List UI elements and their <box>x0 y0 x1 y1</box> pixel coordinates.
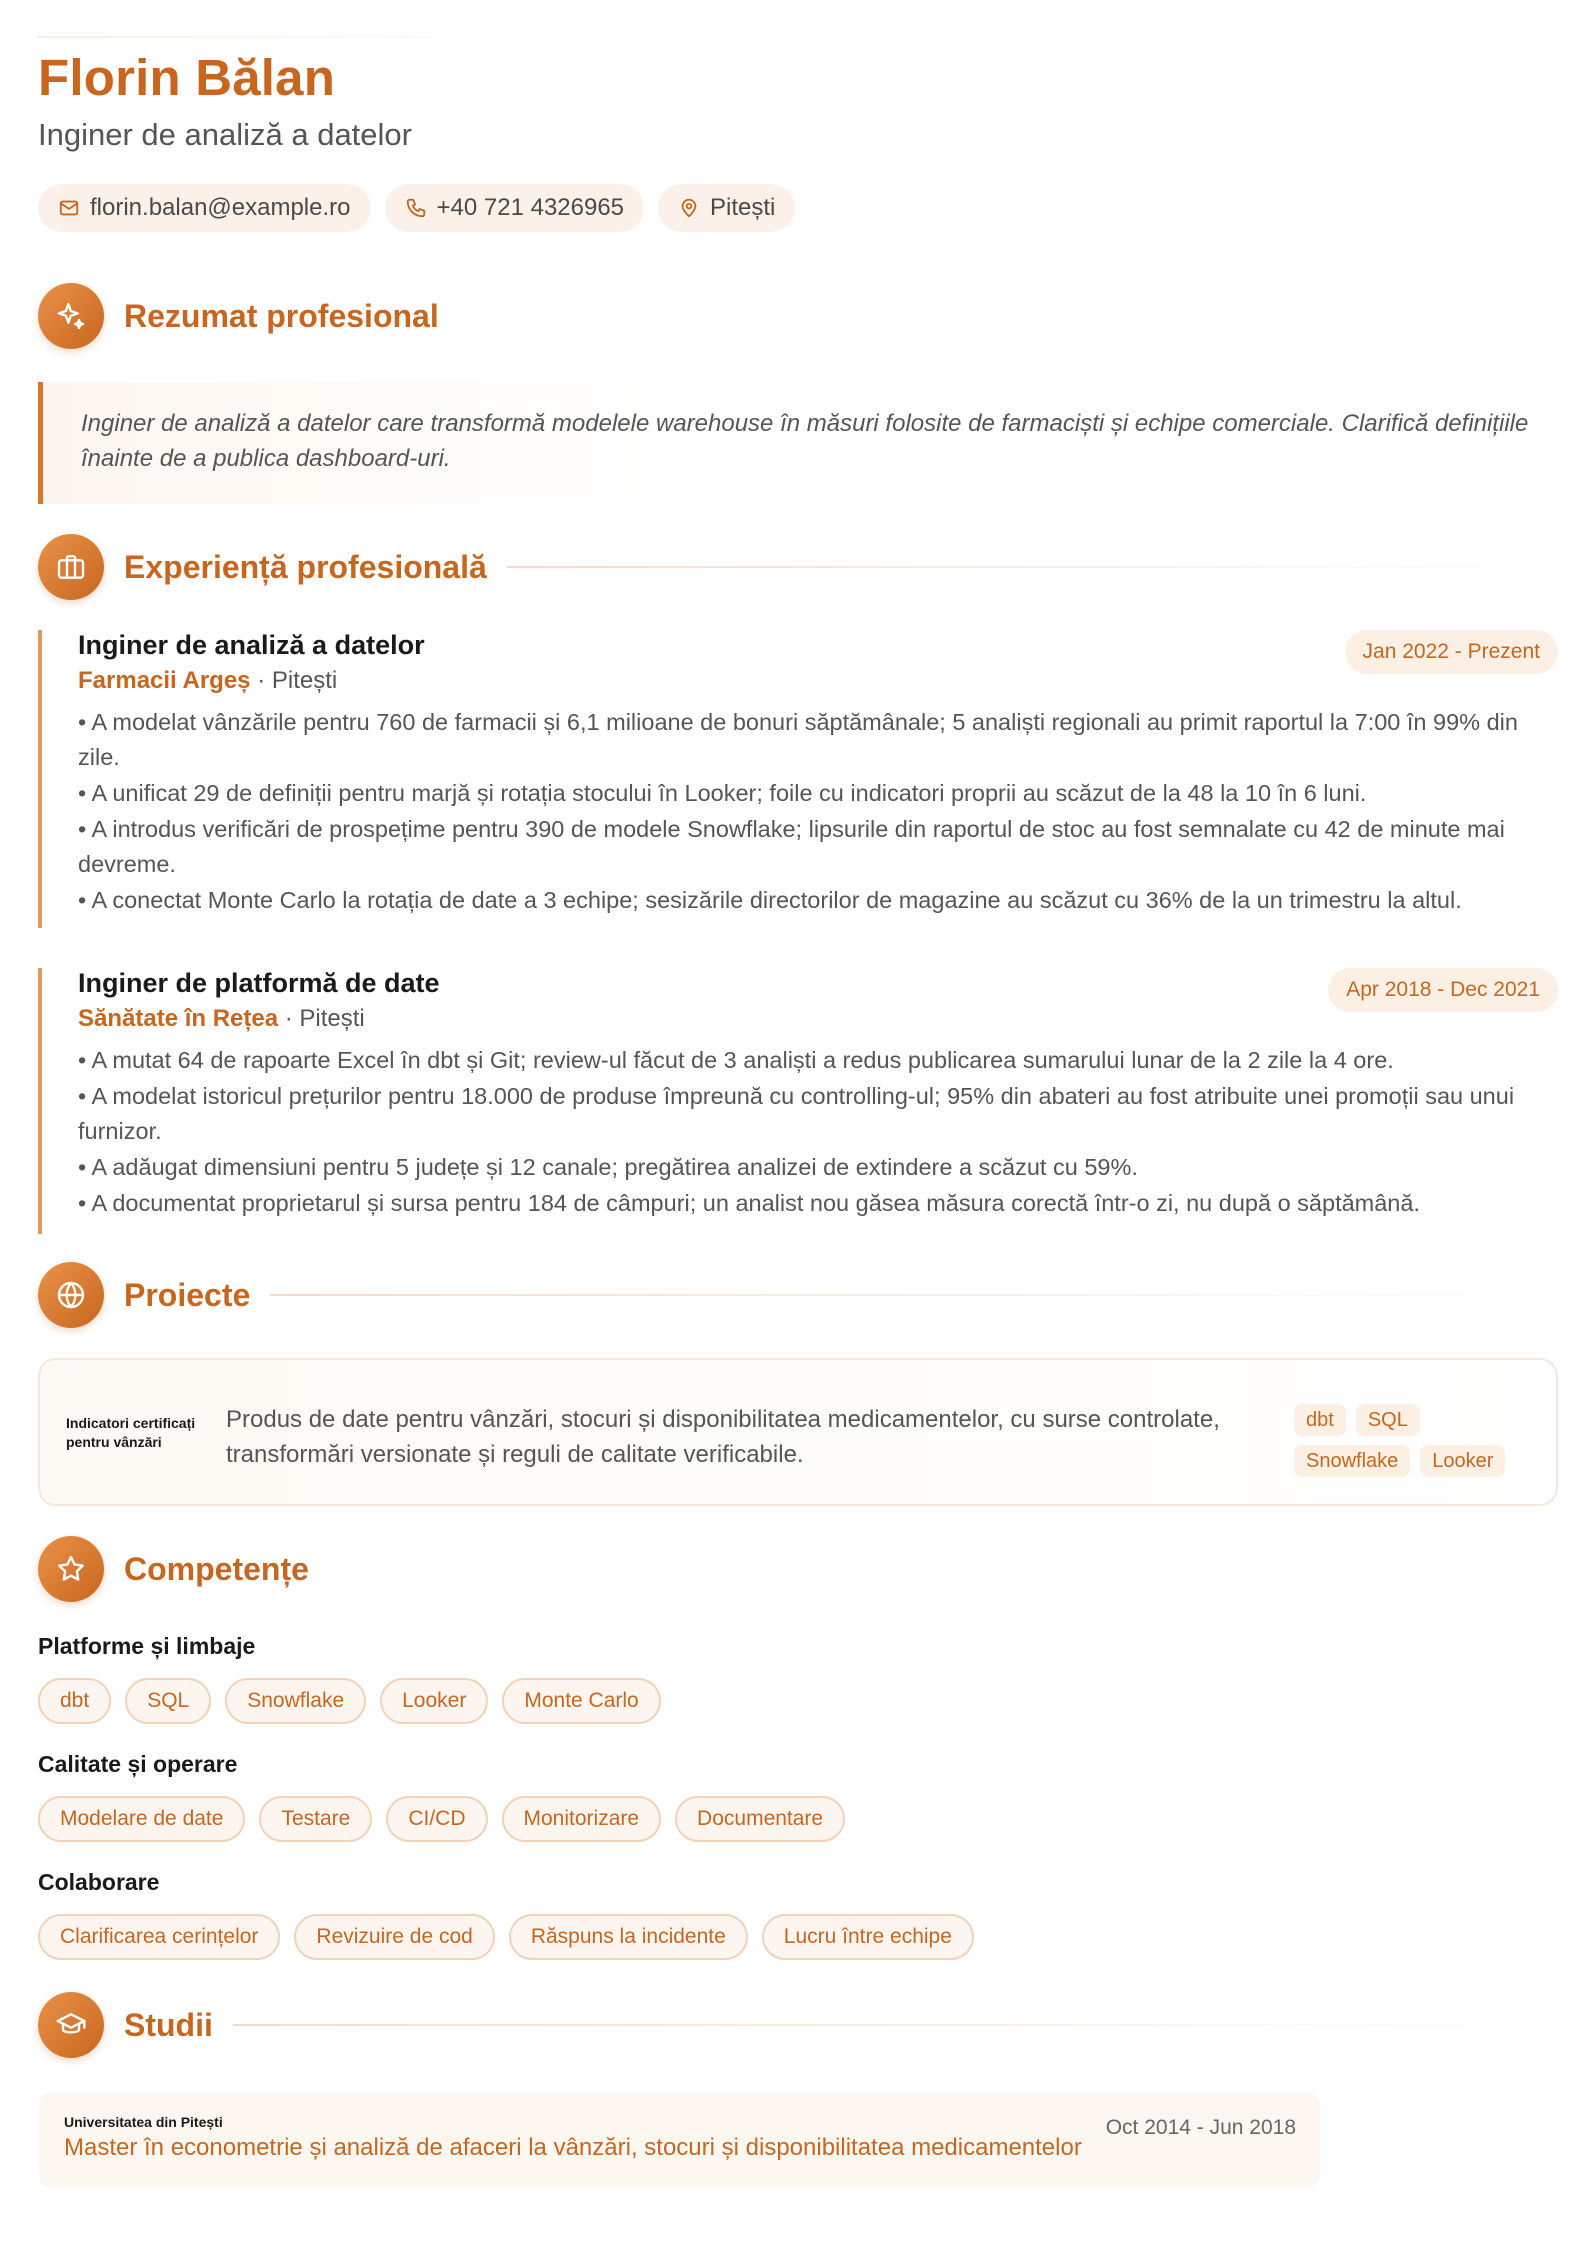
section-skills-header <box>38 1536 1558 1602</box>
section-summary-header <box>38 283 1558 349</box>
education-degree: Master în econometrie și analiză de afaceri la vânzări, stocuri și disponibilitatea medicamentelor <box>64 2134 1082 2161</box>
skill-pill: Răspuns la incidente <box>509 1914 748 1960</box>
project-name: Indicatori certificați pentru vânzări <box>66 1415 196 1450</box>
project-tag: dbt <box>1294 1404 1346 1436</box>
project-tag: Snowflake <box>1294 1445 1410 1477</box>
job-bullet: • A conectat Monte Carlo la rotația de date a 3 echipe; sesizările directorilor de magazine au scăzut cu 36% de la un trimestru la altul. <box>78 887 1462 913</box>
project-description: Produs de date pentru vânzări, stocuri și disponibilitatea medicamentelor, cu surse controlate, transformări versionate și reguli de calitate verificabile. <box>226 1406 1220 1468</box>
job-bullet: • A unificat 29 de definiții pentru marjă și rotația stocului în Looker; foile cu indicatori proprii au scăzut de la 48 la 10 în 6 luni. <box>78 780 1367 806</box>
contact-location <box>658 184 795 232</box>
skill-pill: Testare <box>259 1796 372 1842</box>
job-org <box>78 1005 1558 1033</box>
graduation-cap-icon <box>38 1992 104 2058</box>
sparkle-icon <box>38 283 104 349</box>
skill-pill: SQL <box>125 1678 211 1724</box>
candidate-name: Florin Bălan <box>38 49 336 106</box>
section-skills-title: Competențe <box>124 1550 309 1587</box>
phone-icon <box>405 197 427 219</box>
skill-pill: Documentare <box>675 1796 845 1842</box>
job-company: Farmacii Argeș <box>78 667 251 694</box>
contact-email-text: florin.balan@example.ro <box>90 194 351 221</box>
globe-icon <box>38 1262 104 1328</box>
skill-pill: Revizuire de cod <box>294 1914 494 1960</box>
section-experience-title: Experiență profesională <box>124 548 487 585</box>
section-summary-title: Rezumat profesional <box>124 297 439 334</box>
summary-block <box>38 382 1558 504</box>
section-projects-header <box>38 1262 1558 1328</box>
star-icon <box>38 1536 104 1602</box>
briefcase-icon <box>38 534 104 600</box>
job-company: Sănătate în Rețea <box>78 1005 279 1032</box>
job-bullet: • A modelat vânzările pentru 760 de farmacii și 6,1 milioane de bonuri săptămânale; 5 analiști regionali au primit raportul la 7:00 în 99% din zile. <box>78 709 1518 770</box>
skill-group-title: Colaborare <box>38 1869 160 1895</box>
section-education-header <box>38 1992 1558 2058</box>
job-date-badge: Jan 2022 - Prezent <box>1345 630 1558 674</box>
skill-row <box>38 1914 974 1960</box>
section-divider <box>233 2024 1558 2026</box>
skill-pill: Monte Carlo <box>502 1678 660 1724</box>
job-location: · Pitești <box>278 1005 365 1032</box>
job-title: Inginer de platformă de date <box>78 968 440 998</box>
contact-phone-text: +40 721 4326965 <box>436 194 625 221</box>
contact-phone[interactable] <box>385 184 645 232</box>
job-org <box>78 667 1558 695</box>
skill-pill: Snowflake <box>225 1678 366 1724</box>
skill-group-title: Platforme și limbaje <box>38 1633 256 1659</box>
contact-location-text: Pitești <box>710 194 776 221</box>
job-bullet: • A modelat istoricul prețurilor pentru 18.000 de produse împreună cu controlling-ul; 95% din abateri au fost atribuite unei promoții sau unui furnizor. <box>78 1083 1515 1144</box>
top-divider <box>38 36 598 38</box>
job-bullets <box>78 1043 1558 1221</box>
job-location: · Pitești <box>250 667 338 694</box>
project-card <box>38 1358 1558 1506</box>
job-entry <box>38 968 1558 1234</box>
skill-pill: CI/CD <box>386 1796 487 1842</box>
summary-text: Inginer de analiză a datelor care transformă modelele warehouse în măsuri folosite de farmaciști și echipe comerciale. Clarifică definițiile înainte de a publica dashboard-uri. <box>81 410 1529 472</box>
section-experience-header <box>38 534 1558 600</box>
mail-icon <box>58 197 80 219</box>
job-bullets <box>78 705 1558 918</box>
job-bullet: • A documentat proprietarul și sursa pentru 184 de câmpuri; un analist nou găsea măsura corectă într-o zi, nu după o săptămână. <box>78 1190 1420 1216</box>
skill-pill: dbt <box>38 1678 111 1724</box>
section-divider <box>270 1294 1558 1296</box>
job-entry <box>38 630 1558 928</box>
section-divider <box>507 566 1558 568</box>
education-school: Universitatea din Pitești <box>64 2114 223 2130</box>
project-tags <box>1294 1404 1534 1477</box>
section-projects-title: Proiecte <box>124 1276 251 1313</box>
skill-pill: Clarificarea cerințelor <box>38 1914 280 1960</box>
education-date: Oct 2014 - Jun 2018 <box>1105 2116 1296 2139</box>
location-icon <box>678 197 700 219</box>
job-date-badge: Apr 2018 - Dec 2021 <box>1328 968 1558 1012</box>
project-tag: Looker <box>1420 1445 1505 1477</box>
skill-pill: Lucru între echipe <box>762 1914 974 1960</box>
contact-list <box>38 184 795 232</box>
education-card <box>38 2092 1320 2188</box>
job-bullet: • A mutat 64 de rapoarte Excel în dbt și Git; review-ul făcut de 3 analiști a redus publicarea sumarului lunar de la 2 zile la 4 ore. <box>78 1047 1394 1073</box>
job-bullet: • A adăugat dimensiuni pentru 5 județe și 12 canale; pregătirea analizei de extindere a scăzut cu 59%. <box>78 1154 1138 1180</box>
project-tag: SQL <box>1356 1404 1420 1436</box>
section-education-title: Studii <box>124 2006 213 2043</box>
job-title: Inginer de analiză a datelor <box>78 630 425 660</box>
candidate-role: Inginer de analiză a datelor <box>38 117 412 152</box>
contact-email[interactable] <box>38 184 371 232</box>
skill-row <box>38 1796 845 1842</box>
skill-group-title: Calitate și operare <box>38 1751 238 1777</box>
skill-row <box>38 1678 661 1724</box>
skill-pill: Monitorizare <box>502 1796 662 1842</box>
job-bullet: • A introdus verificări de prospețime pentru 390 de modele Snowflake; lipsurile din raportul de stoc au fost semnalate cu 42 de minute mai devreme. <box>78 816 1505 877</box>
skill-pill: Modelare de date <box>38 1796 245 1842</box>
skill-pill: Looker <box>380 1678 488 1724</box>
